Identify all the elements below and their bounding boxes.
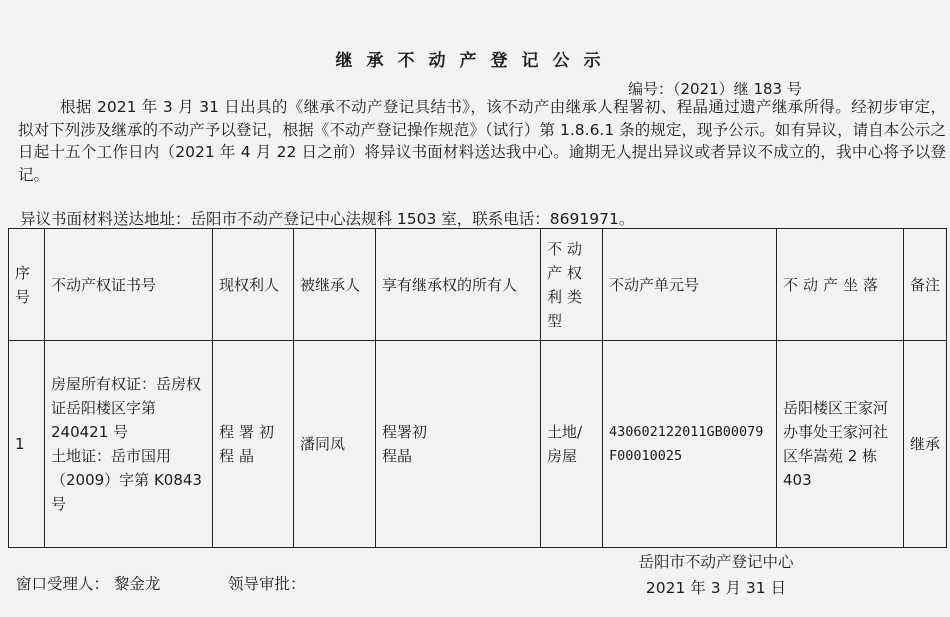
cell-cert: 房屋所有权证：岳房权证岳阳楼区字第 240421 号 土地证：岳市国用（2009）字第 K0843 号 (45, 341, 213, 548)
document-number: 编号：（2021）继 183 号 (628, 80, 802, 98)
header-owner: 现权利人 (213, 229, 294, 341)
notice-title: 继承不动产登记公示 (335, 51, 615, 71)
table-header-row (9, 229, 947, 341)
cell-right-type: 土地/房屋 (541, 341, 603, 548)
cell-no: 1 (9, 341, 45, 548)
objection-address: 异议书面材料送达地址：岳阳市不动产登记中心法规科 1503 室，联系电话：8691971。 (20, 210, 635, 228)
issuing-org: 岳阳市不动产登记中心 (638, 553, 794, 571)
header-heirs: 享有继承权的所有人 (376, 229, 541, 341)
header-right-type: 不动产权利类型 (541, 229, 603, 341)
cell-decedent: 潘同凤 (294, 341, 376, 548)
window-clerk: 窗口受理人： 黎金龙 (16, 575, 161, 593)
table-row (9, 341, 947, 548)
cell-remark: 继承 (904, 341, 947, 548)
cell-owner: 程署初 程晶 (213, 341, 294, 548)
cell-heirs: 程署初 程晶 (376, 341, 541, 548)
header-decedent: 被继承人 (294, 229, 376, 341)
issue-date: 2021 年 3 月 31 日 (645, 579, 787, 597)
header-location: 不动产坐落 (777, 229, 904, 341)
registration-table (8, 228, 947, 548)
cell-location: 岳阳楼区王家河办事处王家河社区华嵩苑 2 栋 403 (777, 341, 904, 548)
header-cert: 不动产权证书号 (45, 229, 213, 341)
header-remark: 备注 (904, 229, 947, 341)
leader-approval: 领导审批： (228, 575, 306, 593)
header-no: 序号 (9, 229, 45, 341)
cell-unit-no: 430602122011GB00079F00010025 (603, 341, 777, 548)
notice-paragraph: 根据 2021 年 3 月 31 日出具的《继承不动产登记具结书》，该不动产由继承人程署初、程晶通过遗产继承所得。经初步审定， 拟对下列涉及继承的不动产予以登记，根据《不动产登记操作规范》（试行）第 1.8.6.1 条的规定，现予公示。如有异议，请自本公示之日起十五个工作日内（2021 年 4 月 22 日之前）将异议书面材料送达我中心。逾期无人提出异议或者异议不成立的，我中心将予以登记。 (18, 98, 946, 184)
header-unit-no: 不动产单元号 (603, 229, 777, 341)
notice-body (18, 96, 946, 186)
signature-block (606, 549, 826, 601)
